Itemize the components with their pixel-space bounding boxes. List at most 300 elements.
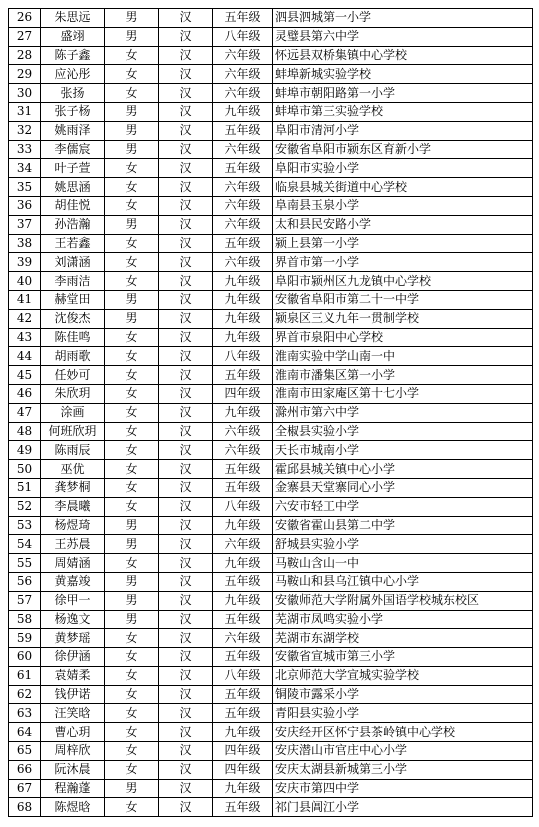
student-sex: 女 xyxy=(105,366,159,385)
table-row xyxy=(9,610,533,629)
student-name: 黄梦瑶 xyxy=(41,629,105,648)
row-number: 41 xyxy=(9,290,41,309)
student-sex: 女 xyxy=(105,441,159,460)
student-ethnicity: 汉 xyxy=(159,384,213,403)
table-row xyxy=(9,798,533,817)
row-number: 50 xyxy=(9,460,41,479)
student-school: 临泉县城关街道中心学校 xyxy=(273,178,533,197)
student-ethnicity: 汉 xyxy=(159,760,213,779)
student-school: 舒城县实验小学 xyxy=(273,535,533,554)
student-name: 曹心玥 xyxy=(41,723,105,742)
student-school: 马鞍山含山一中 xyxy=(273,554,533,573)
table-row xyxy=(9,742,533,761)
student-sex: 女 xyxy=(105,159,159,178)
student-ethnicity: 汉 xyxy=(159,497,213,516)
student-name: 巫优 xyxy=(41,460,105,479)
student-name: 朱欣玥 xyxy=(41,384,105,403)
table-row xyxy=(9,460,533,479)
student-sex: 女 xyxy=(105,685,159,704)
student-name: 沈俊杰 xyxy=(41,309,105,328)
row-number: 36 xyxy=(9,196,41,215)
student-grade: 八年级 xyxy=(213,666,273,685)
student-ethnicity: 汉 xyxy=(159,102,213,121)
student-name: 应沁彤 xyxy=(41,65,105,84)
student-name: 姚思涵 xyxy=(41,178,105,197)
student-school: 六安市轻工中学 xyxy=(273,497,533,516)
student-sex: 男 xyxy=(105,610,159,629)
student-name: 涂画 xyxy=(41,403,105,422)
student-name: 李晨曦 xyxy=(41,497,105,516)
student-sex: 男 xyxy=(105,102,159,121)
student-ethnicity: 汉 xyxy=(159,610,213,629)
row-number: 52 xyxy=(9,497,41,516)
student-sex: 男 xyxy=(105,572,159,591)
student-name: 程瀚蓬 xyxy=(41,779,105,798)
student-school: 霍邱县城关镇中心小学 xyxy=(273,460,533,479)
student-ethnicity: 汉 xyxy=(159,65,213,84)
student-sex: 女 xyxy=(105,798,159,817)
student-ethnicity: 汉 xyxy=(159,159,213,178)
student-grade: 五年级 xyxy=(213,648,273,667)
student-grade: 五年级 xyxy=(213,478,273,497)
student-grade: 六年级 xyxy=(213,535,273,554)
student-grade: 六年级 xyxy=(213,253,273,272)
row-number: 54 xyxy=(9,535,41,554)
student-name: 张扬 xyxy=(41,84,105,103)
student-ethnicity: 汉 xyxy=(159,460,213,479)
student-name: 刘潇涵 xyxy=(41,253,105,272)
student-grade: 九年级 xyxy=(213,723,273,742)
student-grade: 六年级 xyxy=(213,65,273,84)
student-sex: 女 xyxy=(105,196,159,215)
student-grade: 六年级 xyxy=(213,422,273,441)
student-grade: 九年级 xyxy=(213,309,273,328)
student-name: 徐伊涵 xyxy=(41,648,105,667)
student-ethnicity: 汉 xyxy=(159,723,213,742)
student-name: 姚雨泽 xyxy=(41,121,105,140)
student-school: 铜陵市露采小学 xyxy=(273,685,533,704)
student-school: 界首市泉阳中心学校 xyxy=(273,328,533,347)
student-ethnicity: 汉 xyxy=(159,516,213,535)
student-ethnicity: 汉 xyxy=(159,441,213,460)
student-school: 阜阳市清河小学 xyxy=(273,121,533,140)
student-name: 陈煜晗 xyxy=(41,798,105,817)
student-grade: 五年级 xyxy=(213,159,273,178)
student-ethnicity: 汉 xyxy=(159,798,213,817)
table-row xyxy=(9,309,533,328)
student-school: 祁门县阊江小学 xyxy=(273,798,533,817)
table-row xyxy=(9,591,533,610)
student-sex: 女 xyxy=(105,742,159,761)
row-number: 27 xyxy=(9,27,41,46)
student-sex: 女 xyxy=(105,328,159,347)
student-sex: 男 xyxy=(105,140,159,159)
table-row xyxy=(9,65,533,84)
student-sex: 女 xyxy=(105,629,159,648)
student-sex: 男 xyxy=(105,779,159,798)
row-number: 62 xyxy=(9,685,41,704)
student-name: 徐甲一 xyxy=(41,591,105,610)
table-row xyxy=(9,272,533,291)
table-row xyxy=(9,760,533,779)
row-number: 59 xyxy=(9,629,41,648)
row-number: 48 xyxy=(9,422,41,441)
student-sex: 女 xyxy=(105,178,159,197)
student-ethnicity: 汉 xyxy=(159,403,213,422)
table-row xyxy=(9,46,533,65)
student-grade: 五年级 xyxy=(213,572,273,591)
student-school: 泗县泗城第一小学 xyxy=(273,9,533,28)
student-school: 淮南市田家庵区第十七小学 xyxy=(273,384,533,403)
student-school: 安庆市第四中学 xyxy=(273,779,533,798)
student-name: 盛翊 xyxy=(41,27,105,46)
student-grade: 五年级 xyxy=(213,610,273,629)
student-ethnicity: 汉 xyxy=(159,591,213,610)
row-number: 58 xyxy=(9,610,41,629)
student-school: 马鞍山和县乌江镇中心小学 xyxy=(273,572,533,591)
row-number: 31 xyxy=(9,102,41,121)
student-ethnicity: 汉 xyxy=(159,253,213,272)
student-name: 李儒宸 xyxy=(41,140,105,159)
student-school: 安徽师范大学附属外国语学校城东校区 xyxy=(273,591,533,610)
student-sex: 男 xyxy=(105,215,159,234)
student-roster-table xyxy=(8,8,533,817)
student-grade: 五年级 xyxy=(213,234,273,253)
table-row xyxy=(9,366,533,385)
row-number: 56 xyxy=(9,572,41,591)
student-grade: 九年级 xyxy=(213,516,273,535)
table-row xyxy=(9,497,533,516)
student-grade: 五年级 xyxy=(213,685,273,704)
table-row xyxy=(9,102,533,121)
student-school: 怀远县双桥集镇中心学校 xyxy=(273,46,533,65)
table-row xyxy=(9,347,533,366)
row-number: 43 xyxy=(9,328,41,347)
student-school: 安徽省宣城市第三小学 xyxy=(273,648,533,667)
table-row xyxy=(9,554,533,573)
table-row xyxy=(9,422,533,441)
student-grade: 五年级 xyxy=(213,366,273,385)
student-sex: 男 xyxy=(105,516,159,535)
row-number: 38 xyxy=(9,234,41,253)
student-school: 安庆太湖县新城第三小学 xyxy=(273,760,533,779)
student-name: 周婧涵 xyxy=(41,554,105,573)
student-name: 黄嘉竣 xyxy=(41,572,105,591)
row-number: 65 xyxy=(9,742,41,761)
student-grade: 六年级 xyxy=(213,215,273,234)
student-sex: 女 xyxy=(105,497,159,516)
student-school: 太和县民安路小学 xyxy=(273,215,533,234)
student-school: 阜阳市实验小学 xyxy=(273,159,533,178)
student-sex: 女 xyxy=(105,460,159,479)
student-ethnicity: 汉 xyxy=(159,347,213,366)
table-row xyxy=(9,234,533,253)
student-school: 天长市城南小学 xyxy=(273,441,533,460)
student-sex: 女 xyxy=(105,403,159,422)
student-school: 淮南实验中学山南一中 xyxy=(273,347,533,366)
row-number: 29 xyxy=(9,65,41,84)
table-row xyxy=(9,121,533,140)
student-school: 芜湖市凤鸣实验小学 xyxy=(273,610,533,629)
student-grade: 八年级 xyxy=(213,347,273,366)
student-sex: 女 xyxy=(105,65,159,84)
student-school: 安庆潜山市官庄中心小学 xyxy=(273,742,533,761)
student-ethnicity: 汉 xyxy=(159,272,213,291)
student-ethnicity: 汉 xyxy=(159,215,213,234)
student-ethnicity: 汉 xyxy=(159,685,213,704)
student-sex: 女 xyxy=(105,554,159,573)
student-ethnicity: 汉 xyxy=(159,9,213,28)
student-sex: 女 xyxy=(105,666,159,685)
student-name: 任妙可 xyxy=(41,366,105,385)
student-grade: 九年级 xyxy=(213,272,273,291)
row-number: 44 xyxy=(9,347,41,366)
student-name: 阮沐晨 xyxy=(41,760,105,779)
student-name: 杨逸文 xyxy=(41,610,105,629)
student-grade: 五年级 xyxy=(213,798,273,817)
student-sex: 男 xyxy=(105,591,159,610)
table-row xyxy=(9,84,533,103)
student-school: 安徽省阜阳市颍东区育新小学 xyxy=(273,140,533,159)
row-number: 46 xyxy=(9,384,41,403)
student-name: 钱伊诺 xyxy=(41,685,105,704)
student-ethnicity: 汉 xyxy=(159,290,213,309)
student-name: 叶子萱 xyxy=(41,159,105,178)
student-sex: 女 xyxy=(105,648,159,667)
student-school: 阜阳市颍州区九龙镇中心学校 xyxy=(273,272,533,291)
row-number: 55 xyxy=(9,554,41,573)
student-ethnicity: 汉 xyxy=(159,779,213,798)
student-ethnicity: 汉 xyxy=(159,666,213,685)
table-row xyxy=(9,196,533,215)
student-name: 赫堂田 xyxy=(41,290,105,309)
student-grade: 四年级 xyxy=(213,742,273,761)
student-ethnicity: 汉 xyxy=(159,309,213,328)
student-school: 全椒县实验小学 xyxy=(273,422,533,441)
table-row xyxy=(9,140,533,159)
student-ethnicity: 汉 xyxy=(159,629,213,648)
table-row xyxy=(9,159,533,178)
row-number: 64 xyxy=(9,723,41,742)
table-row xyxy=(9,384,533,403)
table-row xyxy=(9,9,533,28)
table-row xyxy=(9,629,533,648)
student-sex: 男 xyxy=(105,309,159,328)
student-grade: 六年级 xyxy=(213,84,273,103)
student-grade: 八年级 xyxy=(213,497,273,516)
student-sex: 女 xyxy=(105,760,159,779)
student-ethnicity: 汉 xyxy=(159,46,213,65)
student-school: 蚌埠市第三实验学校 xyxy=(273,102,533,121)
student-school: 北京师范大学宣城实验学校 xyxy=(273,666,533,685)
student-grade: 六年级 xyxy=(213,140,273,159)
student-name: 王苏晨 xyxy=(41,535,105,554)
row-number: 68 xyxy=(9,798,41,817)
row-number: 35 xyxy=(9,178,41,197)
student-ethnicity: 汉 xyxy=(159,478,213,497)
student-name: 孙浩瀚 xyxy=(41,215,105,234)
row-number: 28 xyxy=(9,46,41,65)
student-grade: 四年级 xyxy=(213,760,273,779)
row-number: 66 xyxy=(9,760,41,779)
student-grade: 九年级 xyxy=(213,290,273,309)
student-name: 李雨洁 xyxy=(41,272,105,291)
student-school: 青阳县实验小学 xyxy=(273,704,533,723)
row-number: 67 xyxy=(9,779,41,798)
row-number: 33 xyxy=(9,140,41,159)
student-name: 杨煜琦 xyxy=(41,516,105,535)
student-ethnicity: 汉 xyxy=(159,196,213,215)
student-ethnicity: 汉 xyxy=(159,328,213,347)
roster-body xyxy=(9,9,533,817)
student-school: 颍泉区三义九年一贯制学校 xyxy=(273,309,533,328)
student-ethnicity: 汉 xyxy=(159,234,213,253)
table-row xyxy=(9,253,533,272)
student-sex: 女 xyxy=(105,704,159,723)
student-school: 蚌埠新城实验学校 xyxy=(273,65,533,84)
student-ethnicity: 汉 xyxy=(159,27,213,46)
table-row xyxy=(9,666,533,685)
table-row xyxy=(9,516,533,535)
row-number: 34 xyxy=(9,159,41,178)
student-school: 安徽省阜阳市第二十一中学 xyxy=(273,290,533,309)
student-name: 王若鑫 xyxy=(41,234,105,253)
student-name: 周梓欣 xyxy=(41,742,105,761)
student-name: 龚梦桐 xyxy=(41,478,105,497)
student-sex: 男 xyxy=(105,9,159,28)
student-grade: 六年级 xyxy=(213,178,273,197)
table-row xyxy=(9,27,533,46)
row-number: 37 xyxy=(9,215,41,234)
student-ethnicity: 汉 xyxy=(159,121,213,140)
student-school: 淮南市潘集区第一小学 xyxy=(273,366,533,385)
row-number: 47 xyxy=(9,403,41,422)
student-school: 安徽省霍山县第二中学 xyxy=(273,516,533,535)
row-number: 32 xyxy=(9,121,41,140)
student-school: 蚌埠市朝阳路第一小学 xyxy=(273,84,533,103)
student-grade: 六年级 xyxy=(213,196,273,215)
student-sex: 女 xyxy=(105,46,159,65)
student-name: 胡佳悦 xyxy=(41,196,105,215)
row-number: 39 xyxy=(9,253,41,272)
student-name: 朱思远 xyxy=(41,9,105,28)
student-name: 何班欣玥 xyxy=(41,422,105,441)
table-row xyxy=(9,290,533,309)
student-grade: 八年级 xyxy=(213,27,273,46)
student-school: 金寨县天堂寨同心小学 xyxy=(273,478,533,497)
student-school: 滁州市第六中学 xyxy=(273,403,533,422)
student-grade: 六年级 xyxy=(213,46,273,65)
student-ethnicity: 汉 xyxy=(159,422,213,441)
student-grade: 九年级 xyxy=(213,403,273,422)
student-school: 灵璧县第六中学 xyxy=(273,27,533,46)
student-sex: 女 xyxy=(105,234,159,253)
student-ethnicity: 汉 xyxy=(159,366,213,385)
row-number: 57 xyxy=(9,591,41,610)
table-row xyxy=(9,648,533,667)
student-grade: 六年级 xyxy=(213,441,273,460)
student-sex: 男 xyxy=(105,121,159,140)
student-grade: 九年级 xyxy=(213,328,273,347)
student-sex: 女 xyxy=(105,723,159,742)
student-name: 陈子鑫 xyxy=(41,46,105,65)
student-grade: 五年级 xyxy=(213,460,273,479)
row-number: 30 xyxy=(9,84,41,103)
table-row xyxy=(9,478,533,497)
student-sex: 男 xyxy=(105,290,159,309)
row-number: 51 xyxy=(9,478,41,497)
row-number: 49 xyxy=(9,441,41,460)
row-number: 63 xyxy=(9,704,41,723)
student-grade: 九年级 xyxy=(213,591,273,610)
row-number: 26 xyxy=(9,9,41,28)
table-row xyxy=(9,535,533,554)
student-sex: 女 xyxy=(105,347,159,366)
table-row xyxy=(9,441,533,460)
table-row xyxy=(9,685,533,704)
student-ethnicity: 汉 xyxy=(159,704,213,723)
student-school: 芜湖市东湖学校 xyxy=(273,629,533,648)
student-grade: 五年级 xyxy=(213,704,273,723)
student-name: 汪笑晗 xyxy=(41,704,105,723)
student-grade: 六年级 xyxy=(213,629,273,648)
student-school: 阜南县玉泉小学 xyxy=(273,196,533,215)
table-row xyxy=(9,572,533,591)
table-row xyxy=(9,215,533,234)
student-sex: 女 xyxy=(105,384,159,403)
table-row xyxy=(9,178,533,197)
student-name: 陈雨辰 xyxy=(41,441,105,460)
student-grade: 九年级 xyxy=(213,779,273,798)
row-number: 42 xyxy=(9,309,41,328)
student-school: 安庆经开区怀宁县茶岭镇中心学校 xyxy=(273,723,533,742)
student-ethnicity: 汉 xyxy=(159,572,213,591)
student-name: 胡雨歌 xyxy=(41,347,105,366)
student-sex: 男 xyxy=(105,535,159,554)
row-number: 60 xyxy=(9,648,41,667)
student-sex: 女 xyxy=(105,272,159,291)
student-ethnicity: 汉 xyxy=(159,742,213,761)
student-grade: 四年级 xyxy=(213,384,273,403)
student-sex: 女 xyxy=(105,422,159,441)
student-sex: 女 xyxy=(105,84,159,103)
table-row xyxy=(9,779,533,798)
student-name: 陈佳鸣 xyxy=(41,328,105,347)
student-school: 颍上县第一小学 xyxy=(273,234,533,253)
table-row xyxy=(9,403,533,422)
table-row xyxy=(9,723,533,742)
student-grade: 五年级 xyxy=(213,121,273,140)
student-grade: 九年级 xyxy=(213,554,273,573)
student-name: 张子杨 xyxy=(41,102,105,121)
student-sex: 女 xyxy=(105,478,159,497)
student-grade: 五年级 xyxy=(213,9,273,28)
row-number: 40 xyxy=(9,272,41,291)
student-sex: 女 xyxy=(105,253,159,272)
row-number: 45 xyxy=(9,366,41,385)
table-row xyxy=(9,328,533,347)
row-number: 53 xyxy=(9,516,41,535)
row-number: 61 xyxy=(9,666,41,685)
student-ethnicity: 汉 xyxy=(159,554,213,573)
student-ethnicity: 汉 xyxy=(159,535,213,554)
student-grade: 九年级 xyxy=(213,102,273,121)
student-ethnicity: 汉 xyxy=(159,648,213,667)
student-school: 界首市第一小学 xyxy=(273,253,533,272)
student-ethnicity: 汉 xyxy=(159,140,213,159)
student-ethnicity: 汉 xyxy=(159,178,213,197)
student-name: 袁婧柔 xyxy=(41,666,105,685)
